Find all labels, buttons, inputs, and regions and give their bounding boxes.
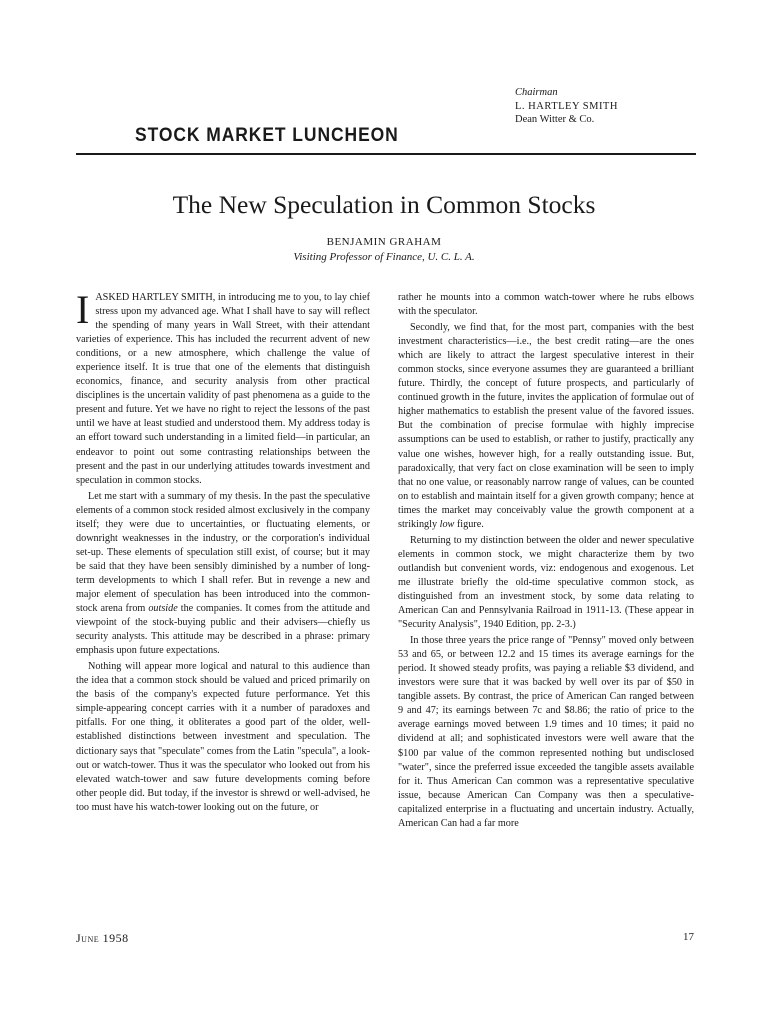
section-title: STOCK MARKET LUNCHEON [135,125,399,146]
issue-date: June 1958 [76,931,129,945]
paragraph-text: Let me start with a summary of my thesis. In the past the speculative elements of a common stock resided almost exclusively in the company itself; they were due to uncertainties, or fluctuating elements, or downright weaknesses in the industry, or the corporation's individual set-up. These elements of speculation still exist, of course; but it may be said that they have been sensibly diminished by a number of long-term developments to which I shall refer. But in revenge a new and major element of speculation has been introduced into the common-stock arena from [76,490,370,615]
drop-cap: I [76,287,90,332]
right-column [398,291,694,831]
author-name: BENJAMIN GRAHAM [326,236,442,248]
paragraph-text: Secondly, we find that, for the most part, companies with the best investment characteristics—i.e., the best credit rating—are the ones which are likely to attract the largest speculative interest in their common stocks, since everyone assumes they are guaranteed a brilliant future. Thirdly, the concept of future prospects, and particularly of continued growth in the future, invites the application of formulae out of higher mathematics to establish the present value of the favored issues. But the combination of precise formulae with highly imprecise assumptions can be used to establish, or rather to justify, practically any value one wishes, however high, for a really outstanding issue. But, paradoxically, that very fact on close examination will be seen to imply that no one value, or reasonably narrow range of values, can be counted on to establish and maintain itself for a given growth company; hence at times the market may conceivably value the growth component at a strikingly [398,322,694,530]
paragraph-text: the companies. It comes from the attitude and viewpoint of the stock-buying public and their advisers—chiefly us security analysts. This attitude may be described in a phrase: primary emphasis upon future expectations. [76,603,370,657]
paragraph: Returning to my distinction between the older and newer speculative elements in common stock, we might characterize them by two outlandish but convenient words, viz: endogenous and exogenous. Let me illustrate briefly the old-time speculative common stock, as distinguished from an investment stock, by some data relating to American Can and Pennsylvania Railroad in 1911-13. (These appear in "Security Analysis", 1940 Edition, pp. 2-3.) [398,534,694,631]
left-column [76,287,370,815]
paragraph: rather he mounts into a common watch-tower where he rubs elbows with the speculator. [398,292,694,318]
chairman-company: Dean Witter & Co. [515,114,595,125]
page-number: 17 [683,931,694,943]
paragraph-text: in introducing me to you, to lay chief stress upon my advanced age. What I shall have to say will reflect the spending of many years in Wall Street, with their attendant varieties of experience. This has included the recurrent advent of new conditions, or a new atmosphere, which challenge the value of experience itself. It is true that one of the elements that distinguish economics, finance, and security analysis from other practical disciplines is the uncertain validity of past phenomena as a guide to the present and future. Yet we have no right to reject the lessons of the past until we have at least studied and understood them. My address today is an effort toward such understanding in a limited field—in particular, an endeavor to point out some contrasting relationships between the present and the past in our underlying attitudes towards investment and speculation in common stocks. [76,292,370,486]
paragraph-text: figure. [454,518,484,530]
chairman-block [515,86,755,127]
chairman-role: Chairman [515,87,558,98]
header-rule [76,153,696,155]
paragraph [398,321,694,532]
lead-in: ASKED HARTLEY SMITH, [95,292,216,303]
paragraph: In those three years the price range of "Pennsy" moved only between 53 and 65, or between 12.2 and 15 times its average earnings for the period. It showed steady profits, was paying a reliable $3 dividend, and investors were sure that it was backed by well over its par of $50 in tangible assets. By contrast, the price of American Can ranged between 9 and 47; its earnings between 7c and $8.86; the ratio of price to the average earnings moved between 1.9 times and 10 times; it paid no dividend at all; and sophisticated investors were well aware that the $100 par value of the common represented nothing but undisclosed "water", since the preferred issue exceeded the tangible assets available for it. Thus American Can common was a representative speculative issue, because American Can Company was then a speculative-capitalized enterprise in a fluctuating and uncertain industry. Actually, American Can had a far more [398,635,694,829]
paragraph [76,490,370,659]
paragraph [76,287,370,488]
author-role: Visiting Professor of Finance, U. C. L. A. [293,251,475,263]
chairman-name: L. HARTLEY SMITH [515,100,618,112]
emphasis-text: outside [148,603,178,615]
article-title: The New Speculation in Common Stocks [172,190,596,219]
paragraph: Nothing will appear more logical and natural to this audience than the idea that a common stock should be valued and priced primarily on the basis of the company's expected future performance. Yet this simple-appearing concept carries with it a number of paradoxes and pitfalls. For one thing, it obliterates a good part of the older, well-established distinctions between investment and speculation. The dictionary says that "speculate" comes from the Latin "specula", a look-out or watch-tower. Thus it was the speculator who looked out from his elevated watch-tower and saw future developments coming before other people did. But today, if the investor is shrewd or well-advised, he too must have his watch-tower looking out on the future, or [76,661,370,813]
emphasis-text: low [439,518,455,530]
